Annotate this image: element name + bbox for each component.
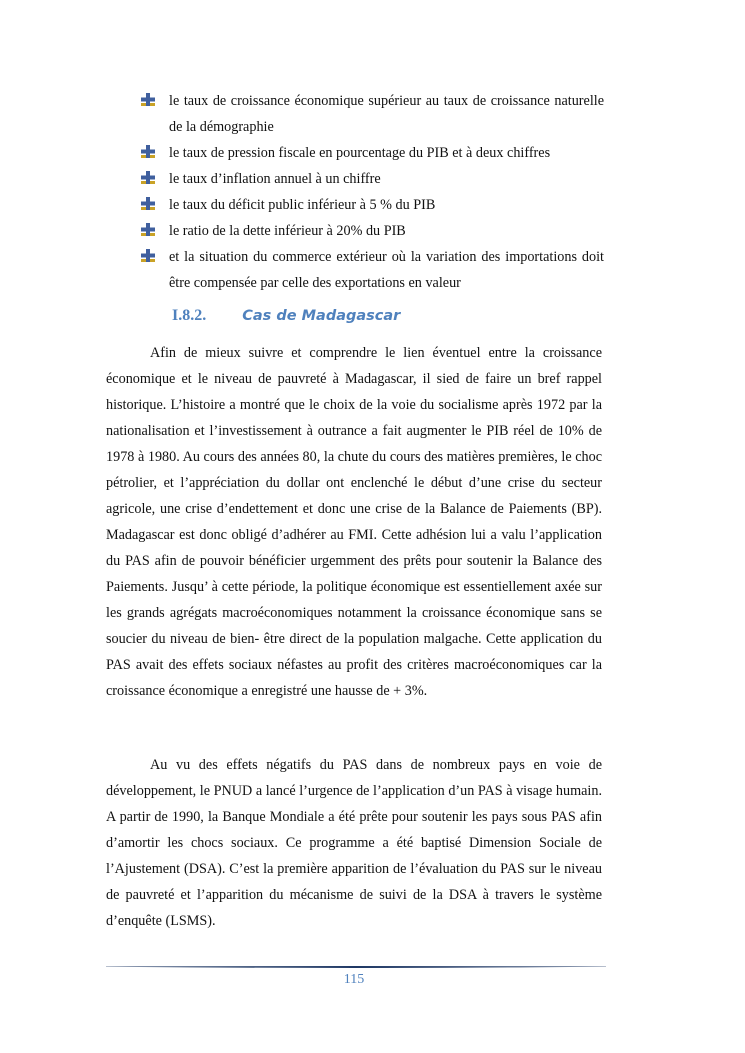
bullet-text: le taux de croissance économique supérieur au taux de croissance naturelle de la démographie	[169, 93, 604, 135]
bullet-plus-icon	[140, 92, 156, 108]
section-heading	[172, 307, 400, 325]
section-title: Cas de Madagascar	[242, 308, 401, 324]
body-paragraph: Afin de mieux suivre et comprendre le lien éventuel entre la croissance économique et le niveau de pauvreté à Madagascar, il sied de faire un bref rappel historique. L’histoire a montré que le choix de la voie du socialisme après 1972 par la nationalisation et l’investissement à outrance a fait augmenter le PIB réel de 10% de 1978 à 1980. Au cours des années 80, la chute du cours des matières premières, le choc pétrolier, et l’appréciation du dollar ont enclenché le début d’une crise du secteur agricole, une crise d’endettement et donc une crise de la Balance de Paiements (BP). Madagascar est donc obligé d’adhérer au FMI. Cette adhésion lui a valu l’application du PAS afin de pouvoir bénéficier urgemment des prêts pour soutenir la Balance des Paiements. Jusqu’ à cette période, la politique économique est essentiellement axée sur les grands agrégats macroéconomiques notamment la croissance économique sans se soucier du niveau de bien- être direct de la population malgache. Cette application du PAS avait des effets sociaux néfastes au profit des critères macroéconomiques car la croissance économique a enregistré une hausse de + 3%.	[106, 345, 602, 699]
bullet-plus-icon	[140, 170, 156, 186]
bullet-list	[140, 88, 604, 296]
bullet-text: le ratio de la dette inférieur à 20% du PIB	[169, 223, 406, 239]
bullet-text: le taux d’inflation annuel à un chiffre	[169, 171, 381, 187]
footer-rule	[106, 964, 606, 970]
page-number: 115	[343, 972, 365, 987]
bullet-plus-icon	[140, 144, 156, 160]
list-item	[140, 166, 604, 192]
list-item	[140, 140, 604, 166]
bullet-text: et la situation du commerce extérieur où la variation des importations doit être compensée par celle des exportations en valeur	[169, 249, 604, 291]
bullet-plus-icon	[140, 196, 156, 212]
bullet-plus-icon	[140, 222, 156, 238]
list-item	[140, 192, 604, 218]
list-item	[140, 88, 604, 140]
bullet-text: le taux de pression fiscale en pourcentage du PIB et à deux chiffres	[169, 145, 551, 161]
list-item	[140, 218, 604, 244]
body-paragraph: Au vu des effets négatifs du PAS dans de nombreux pays en voie de développement, le PNUD a lancé l’urgence de l’application d’un PAS à visage humain. A partir de 1990, la Banque Mondiale a été prête pour soutenir les pays sous PAS afin d’amortir les chocs sociaux. Ce programme a été baptisé Dimension Sociale de l’Ajustement (DSA). C’est la première apparition de l’évaluation du PAS sur le niveau de pauvreté et l’apparition du mécanisme de suivi de la DSA à travers le système d’enquête (LSMS).	[106, 757, 602, 929]
section-number: I.8.2.	[172, 307, 207, 324]
bullet-text: le taux du déficit public inférieur à 5 % du PIB	[169, 197, 436, 213]
bullet-plus-icon	[140, 248, 156, 264]
list-item	[140, 244, 604, 296]
